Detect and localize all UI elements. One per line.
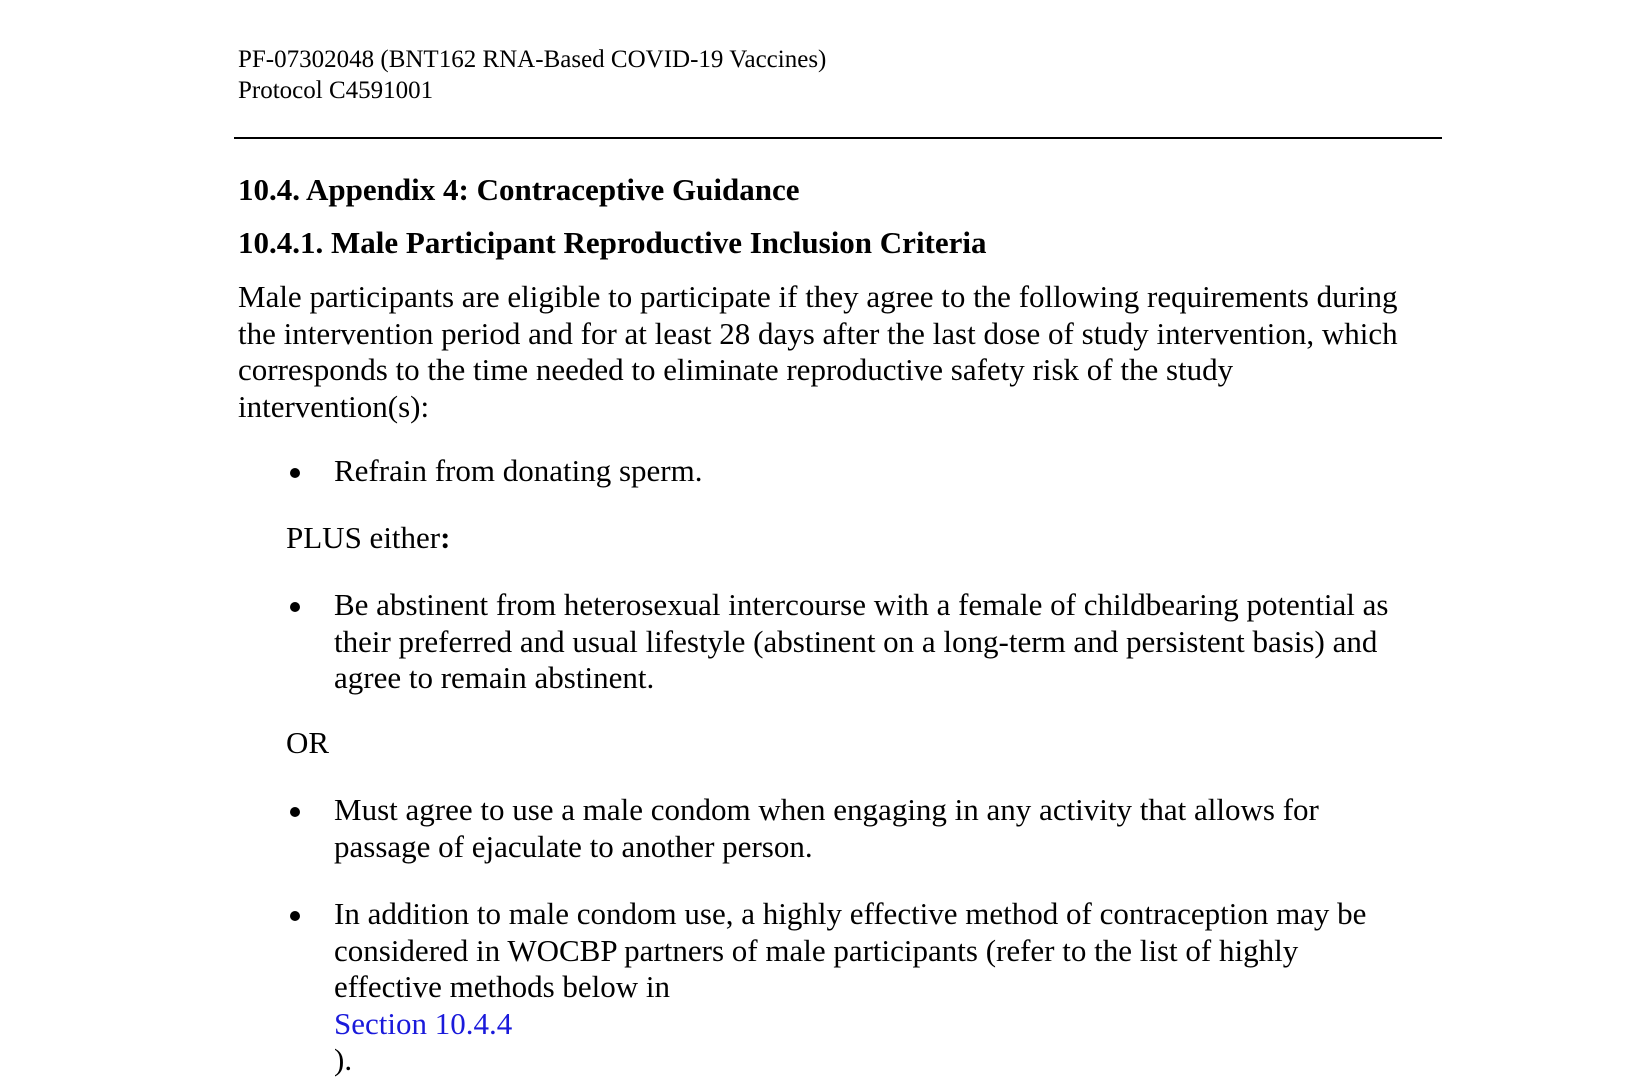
bullet-line: agree to remain abstinent.	[334, 660, 655, 695]
subsection-heading: 10.4.1. Male Participant Reproductive Inclusion Criteria	[238, 225, 987, 260]
section-heading: 10.4. Appendix 4: Contraceptive Guidance	[238, 172, 800, 207]
bullet-line: In addition to male condom use, a highly effective method of contraception may be	[334, 896, 1367, 931]
plus-either-connector	[286, 520, 450, 556]
bullet-line-last	[334, 969, 1444, 1079]
header-divider	[234, 137, 1442, 139]
header-product-line: PF-07302048 (BNT162 RNA-Based COVID-19 Vaccines)	[238, 46, 827, 73]
intro-paragraph	[238, 279, 1448, 425]
bullet-line: their preferred and usual lifestyle (abstinent on a long-term and persistent basis) and	[334, 623, 1378, 659]
intro-line: the intervention period and for at least 28 days after the last dose of study intervention, which	[238, 315, 1398, 351]
intro-line: corresponds to the time needed to eliminate reproductive safety risk of the study	[238, 352, 1234, 387]
intro-line: intervention(s):	[238, 388, 430, 424]
bullet-line-suffix: ).	[334, 1042, 353, 1077]
bullet-text	[334, 896, 1444, 1079]
running-header	[238, 44, 826, 106]
bullet-line: Refrain from donating sperm.	[334, 453, 703, 488]
bullet-line: Must agree to use a male condom when engaging in any activity that allows for	[334, 792, 1319, 827]
bullet-line: passage of ejaculate to another person.	[334, 828, 813, 864]
bullet-line: considered in WOCBP partners of male participants (refer to the list of highly	[334, 932, 1299, 968]
section-10-4-4-link[interactable]: Section 10.4.4	[334, 1005, 513, 1041]
bullet-text	[334, 453, 1444, 490]
bullet-text	[334, 792, 1444, 865]
bullet-text	[334, 587, 1444, 697]
plus-either-colon: :	[440, 520, 451, 555]
header-protocol-line: Protocol C4591001	[238, 77, 434, 104]
bullet-line: Be abstinent from heterosexual intercourse with a female of childbearing potential as	[334, 587, 1389, 622]
bullet-line-prefix: effective methods below in	[334, 969, 671, 1004]
plus-either-text: PLUS either	[286, 520, 441, 555]
intro-line: Male participants are eligible to participate if they agree to the following requirements during	[238, 279, 1398, 314]
or-connector: OR	[286, 725, 330, 760]
